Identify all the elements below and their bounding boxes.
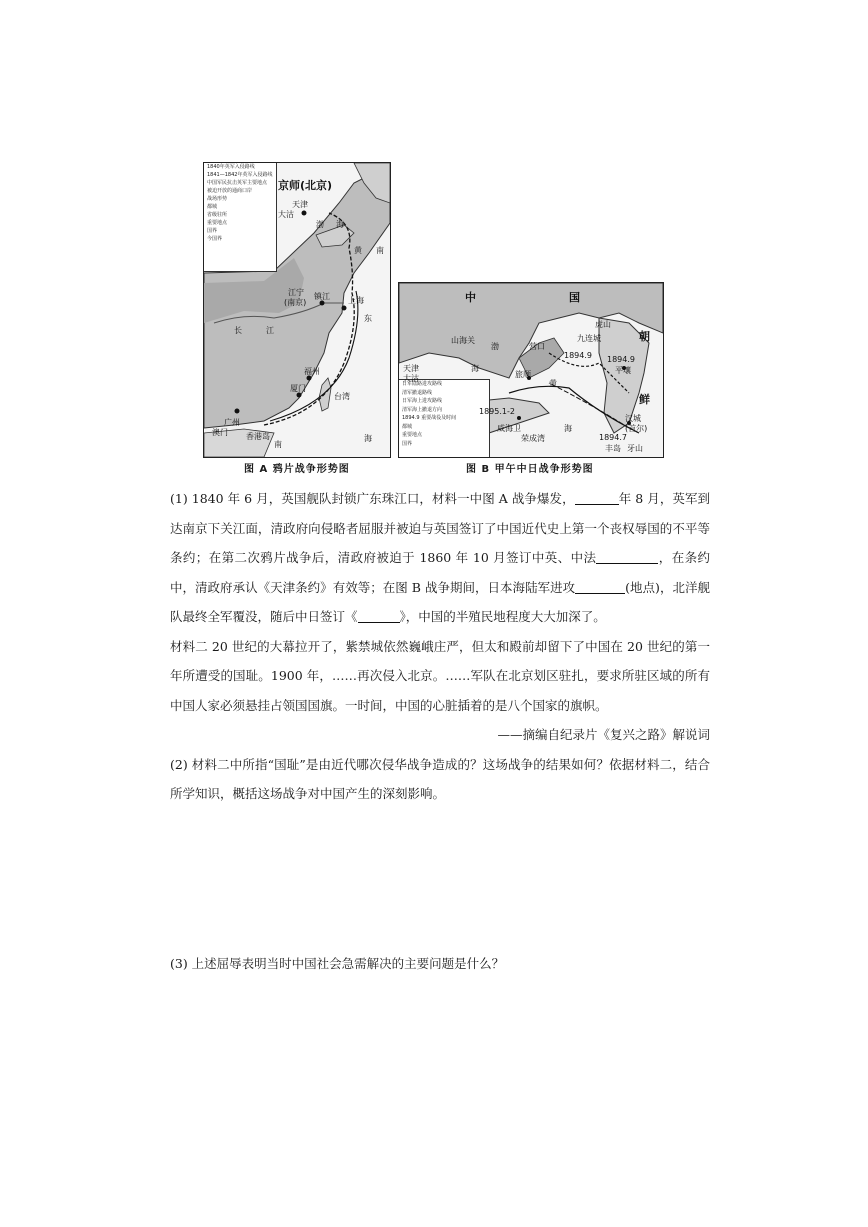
- marker-shanghai: [342, 306, 347, 311]
- q1-text-1: (1) 1840 年 6 月，英国舰队封锁广东珠江口，材料一中图 A 战争爆发，: [170, 491, 575, 506]
- label-nan: 南: [376, 246, 384, 255]
- legend-item: 国界: [402, 440, 413, 447]
- label-pingrang: 平壤: [615, 366, 631, 375]
- label-lushun: 旅顺: [515, 370, 531, 379]
- label-huang: 黄: [354, 246, 362, 255]
- label-hai: 海: [336, 220, 344, 229]
- label-hai2: 海: [564, 424, 572, 433]
- label-hancheng-2: (首尔): [625, 424, 648, 433]
- legend-item: 1841—1842年英军入侵路线: [207, 172, 273, 178]
- caption-map-a: 图 A 鸦片战争形势图: [244, 464, 350, 475]
- label-hancheng: 汉城: [625, 414, 641, 423]
- q1-text-5: 》，中国的半殖民地程度大大加深了。: [399, 609, 606, 624]
- label-xiamen: 厦门: [290, 384, 306, 393]
- legend-item: 重要地点: [402, 432, 423, 438]
- legend-item: 战场形势: [207, 196, 228, 202]
- label-dagu: 大沽: [403, 374, 419, 383]
- label-tianjin: 天津: [292, 200, 308, 209]
- answer-blank-treaty[interactable]: [596, 549, 658, 564]
- label-guangzhou: 广州: [224, 418, 240, 427]
- label-rongcheng: 荣成湾: [521, 434, 545, 443]
- label-dagu: 大沽: [278, 210, 294, 219]
- material-2: 材料二 20 世纪的大幕拉开了，紫禁城依然巍峨庄严，但太和殿前却留下了中国在 20 世纪的第一年所遭受的国耻。1900 年，……再次侵入北京。……军队在北京划区驻扎，要求所驻区域的所有中国人家必须悬挂占领国国旗。一时间，中国的心脏插着的是八个国家的旗帜。: [170, 638, 710, 713]
- question-1-block: [170, 484, 710, 809]
- label-xian: 鲜: [639, 393, 650, 406]
- material-2-source: ——摘编自纪录片《复兴之路》解说词: [497, 727, 710, 742]
- label-nanhai-2: 海: [364, 434, 372, 443]
- label-tianjin: 天津: [403, 364, 419, 373]
- taiwan-island: [319, 378, 331, 411]
- label-weihaiwei: 威海卫: [497, 424, 521, 433]
- answer-blank-year[interactable]: [575, 490, 619, 505]
- question-2: (2) 材料二中所指“国耻”是由近代哪次侵华战争造成的？这场战争的结果如何？依据材料二，结合所学知识，概括这场战争对中国产生的深刻影响。: [170, 756, 710, 801]
- label-chao: 朝: [639, 330, 650, 343]
- question-1: [170, 484, 710, 632]
- q1-text-2: 年 8 月，英军到达南京下关江面，清政府向侵略者屈服并被迫与英国签订了中国近代史上第一个丧权辱国的不平等条约；在第二次鸦片战争后，清政府被迫于 1860 年 10 月签订中英、中法: [170, 491, 711, 565]
- legend-item: 1840年英军入侵路线: [207, 164, 255, 170]
- label-bo: 渤: [491, 342, 499, 351]
- question-3-block: [170, 949, 710, 979]
- map-b-sino-japanese-war: [398, 282, 664, 458]
- legend-item: 今国界: [207, 236, 223, 242]
- legend-item: 重要地点: [207, 220, 228, 226]
- label-jiuliancheng: 九连城: [577, 334, 601, 343]
- legend-item: 清军撤退路线: [402, 389, 433, 396]
- marker-tianjin: [302, 211, 307, 216]
- label-nanjing: (南京): [284, 298, 307, 307]
- label-date3: 1895.1-2: [479, 407, 515, 416]
- legend-item: 省级驻所: [207, 212, 228, 218]
- map-b-legend: [399, 379, 490, 458]
- label-changjiang-2: 江: [266, 326, 274, 335]
- label-fuzhou: 福州: [304, 367, 320, 376]
- label-yingkou: 营口: [529, 342, 545, 351]
- legend-item: 中国军民抗击英军主要地点: [207, 180, 268, 186]
- legend-item: 国界: [207, 228, 218, 234]
- legend-item: 清军海上撤退方向: [402, 406, 443, 413]
- label-dong: 东: [364, 314, 372, 323]
- legend-item: 1894.9 重要战役及时间: [402, 415, 457, 421]
- label-changjiang-1: 长: [234, 326, 242, 335]
- label-date1: 1894.9: [564, 351, 592, 360]
- label-jiangning: 江宁: [288, 288, 304, 297]
- label-shanghai: 上海: [348, 296, 364, 305]
- marker-guangzhou: [235, 409, 240, 414]
- legend-item: 日军海上进攻路线: [402, 398, 443, 404]
- map-a-opium-war: [203, 162, 391, 458]
- label-shanhaiguan: 山海关: [451, 336, 475, 345]
- label-bohai: 渤: [316, 220, 324, 229]
- label-yashan: 牙山: [627, 444, 643, 453]
- label-date4: 1894.7: [599, 433, 627, 442]
- answer-blank-place[interactable]: [575, 579, 625, 594]
- answer-blank-treaty-2[interactable]: [358, 608, 400, 623]
- legend-item: 被迫开放的通商口岸: [207, 188, 253, 194]
- label-hushan: 虎山: [595, 320, 611, 329]
- legend-item: 日军陆路进攻路线: [402, 381, 443, 387]
- label-nanhai-1: 南: [274, 440, 282, 449]
- label-aomen: 澳门: [212, 428, 228, 437]
- label-beijing: 京师(北京): [278, 179, 333, 192]
- label-xianggang: 香港岛: [246, 432, 270, 441]
- q1-text-4: (地点)，北洋舰队最终全军覆没，随后中日签订《: [170, 579, 710, 624]
- label-hai: 海: [471, 364, 479, 373]
- label-huang: 黄: [549, 379, 557, 388]
- question-3: (3) 上述屈辱表明当时中国社会急需解决的主要问题是什么？: [170, 956, 505, 971]
- label-fengdao: 丰岛: [605, 444, 621, 453]
- marker-weihaiwei: [517, 416, 521, 420]
- label-date2: 1894.9: [607, 355, 635, 364]
- legend-item: 都城: [402, 423, 413, 430]
- label-guo: 国: [569, 291, 580, 304]
- q1-text-3: ，在条约中，清政府承认《天津条约》有效等；在图 B 战争期间，日本海陆军进攻: [170, 550, 710, 595]
- legend-item: 都城: [207, 204, 218, 210]
- map-a-legend: [204, 163, 277, 272]
- label-zhenjiang: 镇江: [314, 292, 330, 301]
- caption-map-b: 图 B 甲午中日战争形势图: [466, 464, 594, 475]
- label-taiwan: 台湾: [334, 392, 350, 401]
- label-zhong: 中: [465, 291, 476, 304]
